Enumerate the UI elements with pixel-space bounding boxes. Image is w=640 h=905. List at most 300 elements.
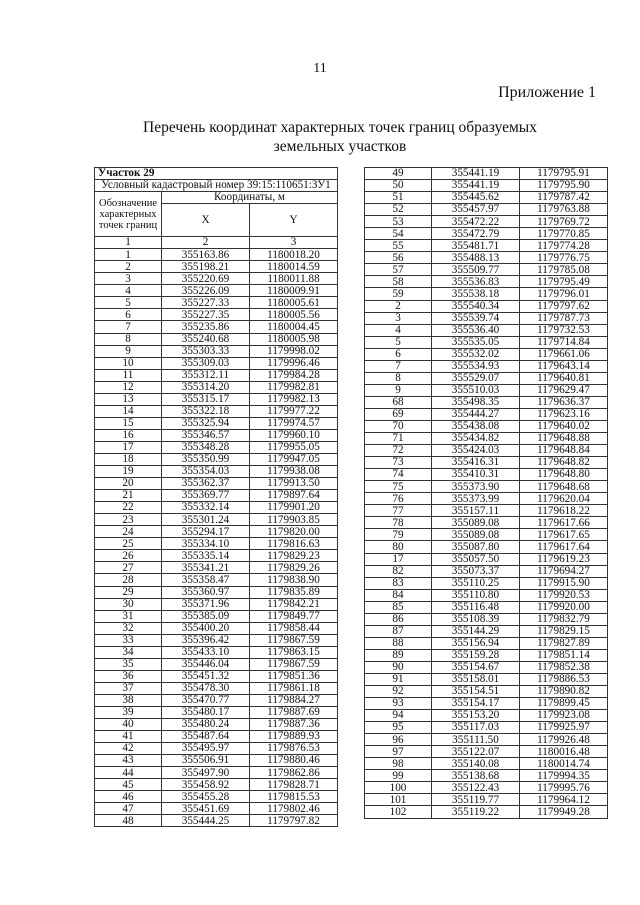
y-coordinate: 1179648.84 [520,445,608,457]
table-row [365,276,608,288]
point-id: 26 [95,550,162,562]
table-row [95,514,338,526]
table-row [365,324,608,336]
y-coordinate: 1180011.88 [250,273,338,285]
table-row [95,610,338,622]
y-coordinate: 1179795.49 [520,276,608,288]
y-coordinate: 1179977.22 [250,405,338,417]
x-coordinate: 355400.20 [162,622,250,634]
point-id: 79 [365,529,432,541]
x-coordinate: 355532.02 [432,348,520,360]
y-coordinate: 1179923.08 [520,710,608,722]
x-coordinate: 355535.05 [432,336,520,348]
x-coordinate: 355140.08 [432,758,520,770]
x-coordinate: 355441.19 [432,180,520,192]
y-coordinate: 1179776.75 [520,252,608,264]
table-row [95,297,338,309]
y-coordinate: 1179829.23 [250,550,338,562]
x-coordinate: 355455.28 [162,791,250,803]
x-coordinate: 355536.83 [432,276,520,288]
y-coordinate: 1179964.12 [520,794,608,806]
x-coordinate: 355350.99 [162,453,250,465]
y-coordinate: 1179623.16 [520,408,608,420]
point-id: 15 [95,417,162,429]
point-id: 13 [95,393,162,405]
point-id: 90 [365,661,432,673]
table-row [365,565,608,577]
y-coordinate: 1179994.35 [520,770,608,782]
point-id: 43 [95,755,162,767]
x-coordinate: 355438.08 [432,420,520,432]
x-coordinate: 355373.90 [432,481,520,493]
y-coordinate: 1179867.59 [250,658,338,670]
table-row [365,649,608,661]
point-id: 20 [95,478,162,490]
y-coordinate: 1179694.27 [520,565,608,577]
table-row [95,357,338,369]
table-row [365,782,608,794]
point-id: 6 [365,348,432,360]
x-coordinate: 355294.17 [162,526,250,538]
x-coordinate: 355089.08 [432,517,520,529]
x-coordinate: 355144.29 [432,625,520,637]
table-row [95,333,338,345]
point-id: 98 [365,758,432,770]
table-row [95,791,338,803]
table-row [95,562,338,574]
y-coordinate: 1179617.66 [520,517,608,529]
point-id: 25 [95,538,162,550]
point-id: 68 [365,396,432,408]
x-coordinate: 355119.22 [432,806,520,818]
y-coordinate: 1179890.82 [520,686,608,698]
y-coordinate: 1180009.91 [250,285,338,297]
y-coordinate: 1179949.28 [520,806,608,818]
y-coordinate: 1180014.59 [250,261,338,273]
point-id: 91 [365,673,432,685]
table-row [365,204,608,216]
table-row [365,252,608,264]
y-coordinate: 1179851.36 [250,670,338,682]
table-row [365,445,608,457]
x-coordinate: 355122.07 [432,746,520,758]
x-coordinate: 355220.69 [162,273,250,285]
y-coordinate: 1179629.47 [520,384,608,396]
y-coordinate: 1179998.02 [250,345,338,357]
y-coordinate: 1180004.45 [250,321,338,333]
table-row [365,722,608,734]
x-coordinate: 355235.86 [162,321,250,333]
table-row [95,369,338,381]
point-id: 76 [365,493,432,505]
point-id: 5 [365,336,432,348]
point-id: 74 [365,469,432,481]
column-index-row [95,237,338,249]
x-coordinate: 355153.20 [432,710,520,722]
table-row [365,300,608,312]
y-coordinate: 1179886.53 [520,673,608,685]
y-coordinate: 1179617.65 [520,529,608,541]
x-coordinate: 355451.69 [162,803,250,815]
point-id: 84 [365,589,432,601]
document-title: Перечень координат характерных точек границ образуемых земельных участков [143,119,537,155]
table-row [365,336,608,348]
point-id: 100 [365,782,432,794]
x-coordinate: 355434.82 [432,433,520,445]
x-coordinate: 355341.21 [162,562,250,574]
x-coordinate: 355303.33 [162,345,250,357]
point-id: 22 [95,502,162,514]
y-coordinate: 1179887.36 [250,719,338,731]
y-coordinate: 1180014.74 [520,758,608,770]
y-coordinate: 1179984.28 [250,369,338,381]
point-id: 49 [365,168,432,180]
table-row [95,321,338,333]
x-coordinate: 355226.09 [162,285,250,297]
point-id: 34 [95,646,162,658]
x-coordinate: 355444.25 [162,815,250,827]
y-coordinate: 1179913.50 [250,478,338,490]
y-coordinate: 1179925.97 [520,722,608,734]
table-row [365,529,608,541]
y-coordinate: 1179620.04 [520,493,608,505]
x-coordinate: 355348.28 [162,441,250,453]
x-coordinate: 355119.77 [432,794,520,806]
column-header-coordinates: Координаты, м [162,192,338,204]
x-coordinate: 355111.50 [432,734,520,746]
point-id: 50 [365,180,432,192]
table-row [95,273,338,285]
table-row [365,493,608,505]
table-row [365,216,608,228]
table-row [365,625,608,637]
y-coordinate: 1179880.46 [250,755,338,767]
y-coordinate: 1179835.89 [250,586,338,598]
y-coordinate: 1179618.22 [520,505,608,517]
point-id: 46 [95,791,162,803]
table-row [365,240,608,252]
table-row [365,372,608,384]
point-id: 69 [365,408,432,420]
y-coordinate: 1180005.56 [250,309,338,321]
y-coordinate: 1179648.88 [520,433,608,445]
table-row [365,613,608,625]
table-row [365,686,608,698]
point-id: 75 [365,481,432,493]
x-coordinate: 355538.18 [432,288,520,300]
point-id: 10 [95,357,162,369]
x-coordinate: 355481.71 [432,240,520,252]
point-id: 87 [365,625,432,637]
y-coordinate: 1179955.05 [250,441,338,453]
point-id: 5 [95,297,162,309]
point-id: 2 [95,261,162,273]
x-coordinate: 355358.47 [162,574,250,586]
column-header-point [95,192,162,237]
table-row [95,634,338,646]
x-coordinate: 355087.80 [432,541,520,553]
point-id: 32 [95,622,162,634]
y-coordinate: 1179643.14 [520,360,608,372]
x-coordinate: 355488.13 [432,252,520,264]
x-coordinate: 355536.40 [432,324,520,336]
point-id: 95 [365,722,432,734]
x-coordinate: 355480.17 [162,706,250,718]
point-id: 2 [365,300,432,312]
y-coordinate: 1180005.61 [250,297,338,309]
table-row [95,598,338,610]
section-label: Участок 29 [95,168,338,180]
point-id: 94 [365,710,432,722]
table-row [365,541,608,553]
x-coordinate: 355309.03 [162,357,250,369]
point-id: 16 [95,429,162,441]
x-coordinate: 355073.37 [432,565,520,577]
point-id: 92 [365,686,432,698]
x-coordinate: 355396.42 [162,634,250,646]
table-row [365,408,608,420]
y-coordinate: 1179867.59 [250,634,338,646]
point-id: 96 [365,734,432,746]
table-row [365,433,608,445]
y-coordinate: 1179982.81 [250,381,338,393]
y-coordinate: 1179974.57 [250,417,338,429]
y-coordinate: 1179995.76 [520,782,608,794]
cadastral-number: Условный кадастровый номер 39:15:110651:ЗУ1 [95,180,338,192]
x-coordinate: 355240.68 [162,333,250,345]
x-coordinate: 355110.25 [432,577,520,589]
x-coordinate: 355497.90 [162,767,250,779]
x-coordinate: 355445.62 [432,192,520,204]
table-row [365,673,608,685]
column-index-1: 1 [95,237,162,249]
point-id: 54 [365,228,432,240]
point-id: 40 [95,719,162,731]
y-coordinate: 1179797.82 [250,815,338,827]
point-id: 101 [365,794,432,806]
point-id: 29 [95,586,162,598]
table-row [365,264,608,276]
x-coordinate: 355157.11 [432,505,520,517]
point-id: 17 [95,441,162,453]
point-id: 88 [365,637,432,649]
table-row [365,517,608,529]
x-coordinate: 355472.79 [432,228,520,240]
y-coordinate: 1179832.79 [520,613,608,625]
table-row [95,658,338,670]
y-coordinate: 1179889.93 [250,731,338,743]
point-id: 41 [95,731,162,743]
point-id: 86 [365,613,432,625]
table-row [365,770,608,782]
point-id: 7 [95,321,162,333]
y-coordinate: 1179795.90 [520,180,608,192]
y-coordinate: 1179774.28 [520,240,608,252]
x-coordinate: 355369.77 [162,490,250,502]
x-coordinate: 355322.18 [162,405,250,417]
table-row [365,794,608,806]
x-coordinate: 355334.10 [162,538,250,550]
y-coordinate: 1179852.38 [520,661,608,673]
column-header-y: Y [250,204,338,237]
table-row [365,553,608,565]
y-coordinate: 1179849.77 [250,610,338,622]
y-coordinate: 1179827.89 [520,637,608,649]
x-coordinate: 355458.92 [162,779,250,791]
y-coordinate: 1179926.48 [520,734,608,746]
x-coordinate: 355510.03 [432,384,520,396]
y-coordinate: 1179648.80 [520,469,608,481]
x-coordinate: 355433.10 [162,646,250,658]
table-row [95,803,338,815]
table-row [95,719,338,731]
table-row [95,743,338,755]
table-row [95,646,338,658]
table-row [365,734,608,746]
point-id: 33 [95,634,162,646]
x-coordinate: 355138.68 [432,770,520,782]
table-row [95,731,338,743]
point-id: 30 [95,598,162,610]
table-row [365,420,608,432]
y-coordinate: 1179785.08 [520,264,608,276]
table-row [95,309,338,321]
x-coordinate: 355416.31 [432,457,520,469]
point-id: 1 [95,249,162,261]
x-coordinate: 355116.48 [432,601,520,613]
point-id: 102 [365,806,432,818]
point-id: 21 [95,490,162,502]
x-coordinate: 355156.94 [432,637,520,649]
point-id: 57 [365,264,432,276]
column-header-point-text: Обозначение характерных точек границ [98,197,158,231]
point-id: 56 [365,252,432,264]
x-coordinate: 355451.32 [162,670,250,682]
point-id: 44 [95,767,162,779]
table-row [95,622,338,634]
point-id: 80 [365,541,432,553]
point-id: 53 [365,216,432,228]
point-id: 17 [365,553,432,565]
table-row [95,706,338,718]
point-id: 73 [365,457,432,469]
y-coordinate: 1179661.06 [520,348,608,360]
y-coordinate: 1179920.00 [520,601,608,613]
point-id: 59 [365,288,432,300]
x-coordinate: 355122.43 [432,782,520,794]
x-coordinate: 355480.24 [162,719,250,731]
point-id: 55 [365,240,432,252]
table-row [365,228,608,240]
x-coordinate: 355110.80 [432,589,520,601]
table-row [95,502,338,514]
table-row [365,601,608,613]
point-id: 14 [95,405,162,417]
x-coordinate: 355444.27 [432,408,520,420]
point-id: 8 [365,372,432,384]
column-index-3: 3 [250,237,338,249]
point-id: 97 [365,746,432,758]
point-id: 4 [365,324,432,336]
table-row [95,490,338,502]
y-coordinate: 1179876.53 [250,743,338,755]
coordinates-table-left [94,167,338,827]
header-row [95,192,338,204]
x-coordinate: 355108.39 [432,613,520,625]
point-id: 89 [365,649,432,661]
x-coordinate: 355441.19 [432,168,520,180]
point-id: 36 [95,670,162,682]
y-coordinate: 1179858.44 [250,622,338,634]
point-id: 77 [365,505,432,517]
y-coordinate: 1179996.46 [250,357,338,369]
y-coordinate: 1179884.27 [250,694,338,706]
x-coordinate: 355540.34 [432,300,520,312]
table-row [95,550,338,562]
y-coordinate: 1179619.23 [520,553,608,565]
x-coordinate: 355346.57 [162,429,250,441]
y-coordinate: 1179897.64 [250,490,338,502]
table-row [365,312,608,324]
y-coordinate: 1179640.81 [520,372,608,384]
x-coordinate: 355154.17 [432,698,520,710]
table-row [365,577,608,589]
y-coordinate: 1179648.68 [520,481,608,493]
table-row [365,192,608,204]
x-coordinate: 355472.22 [432,216,520,228]
table-row [95,417,338,429]
table-row [365,360,608,372]
y-coordinate: 1179770.85 [520,228,608,240]
y-coordinate: 1180016.48 [520,746,608,758]
table-row [95,478,338,490]
table-row [365,168,608,180]
point-id: 24 [95,526,162,538]
point-id: 6 [95,309,162,321]
page-number: 11 [313,61,327,76]
coordinates-table-right [364,167,608,819]
point-id: 18 [95,453,162,465]
table-row [365,384,608,396]
point-id: 58 [365,276,432,288]
y-coordinate: 1179863.15 [250,646,338,658]
table-row [95,755,338,767]
x-coordinate: 355227.33 [162,297,250,309]
point-id: 7 [365,360,432,372]
x-coordinate: 355159.28 [432,649,520,661]
y-coordinate: 1179820.00 [250,526,338,538]
x-coordinate: 355325.94 [162,417,250,429]
x-coordinate: 355360.97 [162,586,250,598]
table-row [95,453,338,465]
table-row [95,466,338,478]
point-id: 93 [365,698,432,710]
x-coordinate: 355335.14 [162,550,250,562]
point-id: 70 [365,420,432,432]
y-coordinate: 1179787.73 [520,312,608,324]
y-coordinate: 1179769.72 [520,216,608,228]
point-id: 35 [95,658,162,670]
y-coordinate: 1179938.08 [250,466,338,478]
table-row [95,694,338,706]
x-coordinate: 355534.93 [432,360,520,372]
table-row [365,457,608,469]
x-coordinate: 355410.31 [432,469,520,481]
y-coordinate: 1179947.05 [250,453,338,465]
y-coordinate: 1179714.84 [520,336,608,348]
x-coordinate: 355362.37 [162,478,250,490]
point-id: 72 [365,445,432,457]
